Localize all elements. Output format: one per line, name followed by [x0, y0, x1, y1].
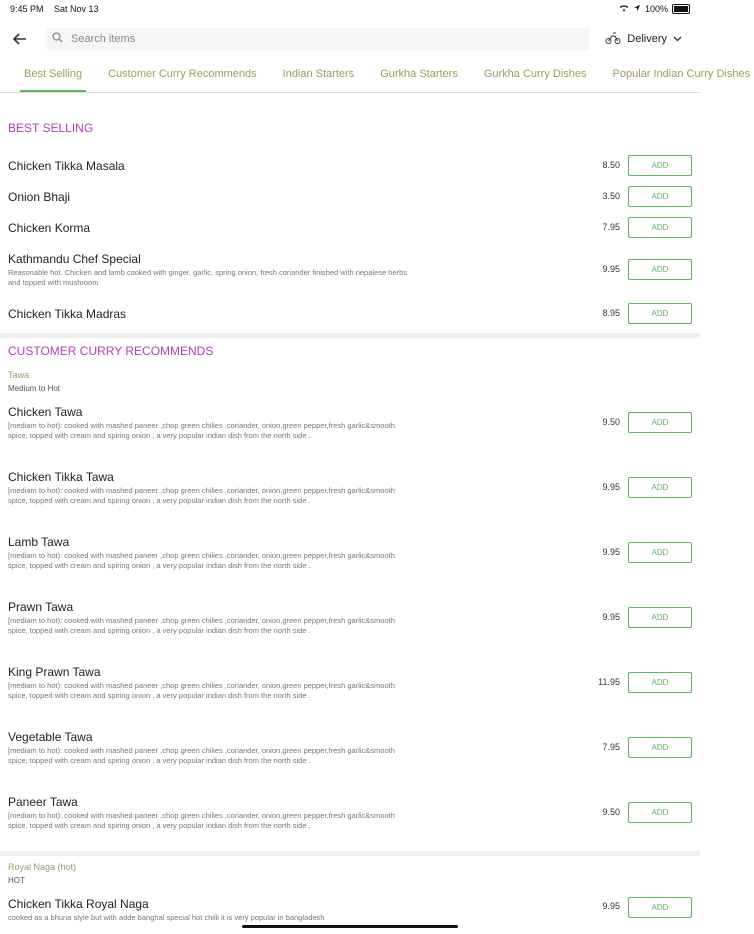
add-button[interactable]: ADD [628, 155, 692, 176]
item-price: 9.95 [602, 901, 620, 911]
item-description: [mediam to hot): cooked with mashed paneer ,chop green chilies ,coriander, onion,green pepper,fresh garlic&smooth spice, topped with cream and spiring onion , a very popular indian dish from the north side . [8, 681, 395, 700]
category-tabs [0, 60, 751, 93]
item-price: 9.95 [602, 547, 620, 557]
battery-percent: 100% [644, 4, 668, 14]
menu-item [0, 795, 700, 845]
delivery-label: Delivery [627, 33, 667, 45]
chevron-down-icon [673, 33, 682, 45]
tab-gurkha-curry-dishes[interactable]: Gurkha Curry Dishes [483, 68, 587, 80]
add-button[interactable]: ADD [628, 217, 692, 238]
add-button[interactable]: ADD [628, 737, 692, 758]
tab-popular-indian-curry-dishes[interactable]: Popular Indian Curry Dishes [612, 68, 751, 80]
item-name: Chicken Tikka Madras [8, 307, 127, 321]
status-date: Sat Nov 13 [54, 4, 99, 14]
menu-item [0, 730, 700, 795]
item-price: 9.95 [602, 264, 620, 274]
section-title-best-selling: BEST SELLING [8, 121, 94, 135]
section-divider [0, 333, 700, 338]
add-button[interactable]: ADD [628, 477, 692, 498]
search-input[interactable] [69, 32, 584, 46]
item-price: 3.50 [602, 191, 620, 201]
section-title-customer-curry-recommends: CUSTOMER CURRY RECOMMENDS [8, 344, 214, 358]
item-description: [mediam to hot): cooked with mashed paneer ,chop green chilies ,coriander, onion,green pepper,fresh garlic&smooth spice, topped with cream and spiring onion , a very popular indian dish from the north side . [8, 746, 395, 765]
item-name: King Prawn Tawa [8, 665, 101, 679]
add-button[interactable]: ADD [628, 542, 692, 563]
item-description: [mediam to hot): cooked with mashed paneer ,chop green chilies ,coriander, onion,green pepper,fresh garlic&smooth spice, topped with cream and spiring onion , a very popular indian dish from the north side . [8, 811, 395, 830]
menu-item [0, 600, 700, 665]
menu-item [0, 897, 700, 927]
location-icon [633, 4, 641, 14]
delivery-selector[interactable] [590, 32, 692, 47]
item-name: Chicken Tikka Royal Naga [8, 897, 149, 911]
menu-item [0, 155, 700, 186]
add-button[interactable]: ADD [628, 412, 692, 433]
item-price: 9.50 [602, 417, 620, 427]
item-price: 9.95 [602, 612, 620, 622]
menu-item [0, 248, 700, 303]
item-price: 9.50 [602, 807, 620, 817]
item-price: 7.95 [602, 742, 620, 752]
menu-item [0, 665, 700, 730]
group-name: Royal Naga (hot) [8, 862, 77, 872]
menu-item [0, 186, 700, 217]
add-button[interactable]: ADD [628, 672, 692, 693]
add-button[interactable]: ADD [628, 607, 692, 628]
status-time: 9:45 PM [10, 4, 44, 14]
item-name: Chicken Tikka Tawa [8, 470, 114, 484]
menu-item [0, 303, 700, 327]
group-name: Tawa [8, 370, 30, 380]
item-description: [mediam to hot): cooked with mashed paneer ,chop green chilies ,coriander, onion,green pepper,fresh garlic&smooth spice, topped with cream and spiring onion , a very popular indian dish from the north side . [8, 551, 395, 570]
item-name: Prawn Tawa [8, 600, 74, 614]
wifi-icon [619, 4, 629, 14]
section-divider [0, 851, 700, 856]
item-name: Onion Bhaji [8, 190, 71, 204]
top-bar [0, 18, 700, 60]
item-name: Chicken Tawa [8, 405, 83, 419]
item-name: Chicken Korma [8, 221, 91, 235]
home-indicator[interactable] [242, 925, 458, 928]
add-button[interactable]: ADD [628, 259, 692, 280]
item-name: Paneer Tawa [8, 795, 78, 809]
status-bar [0, 0, 700, 18]
group-note: Medium to Hot [8, 384, 61, 393]
tab-customer-curry-recommends[interactable]: Customer Curry Recommends [108, 68, 257, 80]
add-button[interactable]: ADD [628, 186, 692, 207]
item-name: Chicken Tikka Masala [8, 159, 125, 173]
scooter-icon [605, 32, 621, 47]
item-price: 7.95 [602, 222, 620, 232]
menu-item [0, 405, 700, 470]
add-button[interactable]: ADD [628, 802, 692, 823]
item-price: 8.95 [602, 308, 620, 318]
add-button[interactable]: ADD [628, 897, 692, 918]
item-name: Lamb Tawa [8, 535, 70, 549]
item-description: [mediam to hot): cooked with mashed paneer ,chop green chilies ,coriander, onion,green pepper,fresh garlic&smooth spice, topped with cream and spiring onion , a very popular indian dish from the north side . [8, 616, 395, 635]
menu-item [0, 470, 700, 535]
search-bar[interactable] [46, 28, 590, 50]
item-name: Vegetable Tawa [8, 730, 93, 744]
item-description: [mediam to hot): cooked with mashed paneer ,chop green chilies ,coriander, onion,green pepper,fresh garlic&smooth spice, topped with cream and spiring onion , a very popular indian dish from the north side . [8, 421, 395, 440]
back-arrow-icon[interactable] [8, 29, 32, 50]
group-note: HOT [8, 876, 25, 885]
menu-item [0, 535, 700, 600]
item-description: [mediam to hot): cooked with mashed paneer ,chop green chilies ,coriander, onion,green pepper,fresh garlic&smooth spice, topped with cream and spiring onion , a very popular indian dish from the north side . [8, 486, 395, 505]
tab-best-selling[interactable]: Best Selling [20, 60, 86, 92]
search-icon [52, 32, 63, 46]
battery-icon [672, 4, 690, 14]
item-description: Reasonable hot. Chicken and lamb cooked with ginger, garlic, spring onion, fresh coriander finished with nepalese herbs and topped with mushroom [8, 268, 407, 287]
item-name: Kathmandu Chef Special [8, 252, 141, 266]
add-button[interactable]: ADD [628, 303, 692, 324]
tab-gurkha-starters[interactable]: Gurkha Starters [380, 68, 458, 80]
item-description: cooked as a bhuna style but with adde banghal special hot chilli it is very popular in bangladesh [8, 913, 325, 922]
item-price: 11.95 [598, 677, 620, 687]
item-price: 8.50 [602, 160, 620, 170]
menu-item [0, 217, 700, 248]
item-price: 9.95 [602, 482, 620, 492]
tab-indian-starters[interactable]: Indian Starters [282, 68, 355, 80]
